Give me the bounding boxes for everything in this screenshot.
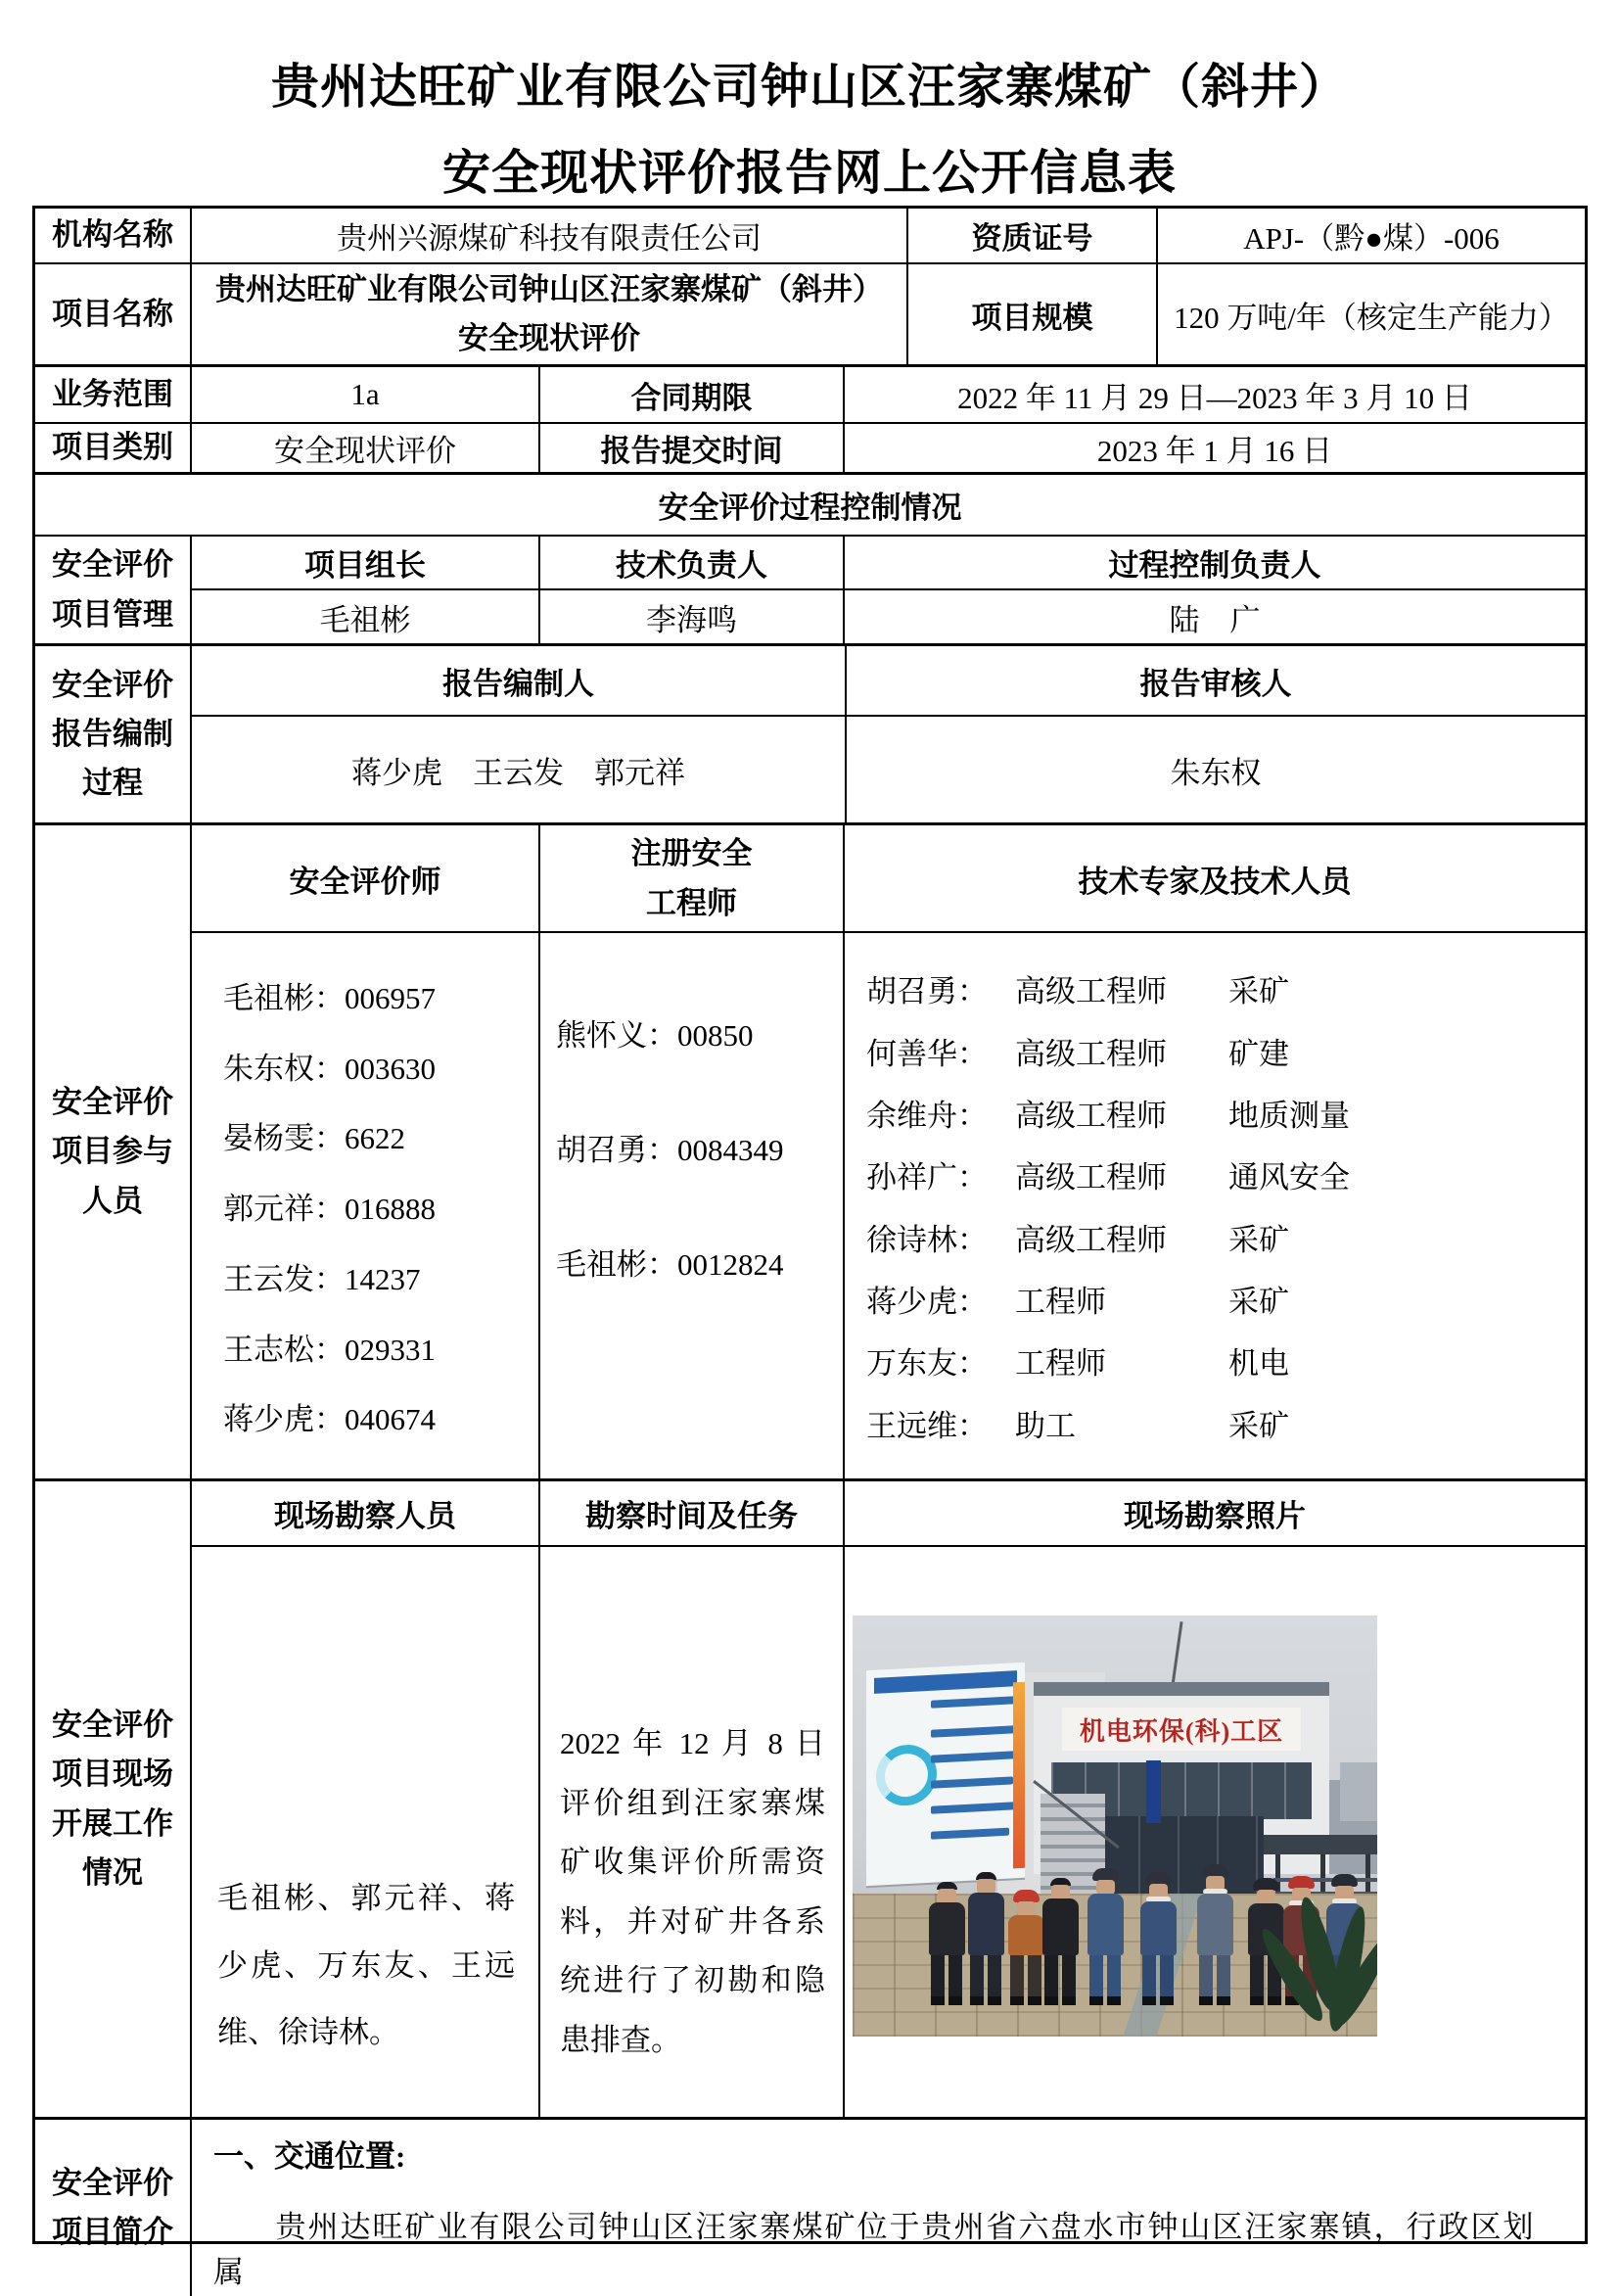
reviewer-value: 朱东权 [1170,755,1262,790]
photo-canopy-icon [1264,1835,1377,1854]
survey-personnel-text: 毛祖彬、郭元祥、蒋少虎、万东友、王远维、徐诗林。 [217,1881,515,2049]
expert-item: 蒋少虎： 工程师 采矿 [866,1284,1289,1319]
business-scope-value: 1a [192,367,540,422]
photo-person-figure [1193,1864,1236,2005]
expert-item: 何善华： 高级工程师 矿建 [866,1036,1289,1071]
scale-value: 120 万吨/年（核定生产能力） [1174,300,1569,335]
writer-value: 蒋少虎 王云发 郭元祥 [192,717,847,822]
expert-item: 余维舟： 高级工程师 地质测量 [866,1098,1350,1133]
evaluator-item: 王云发：14237 [223,1261,421,1296]
evaluator-list [192,933,540,1478]
photo-person-figure [964,1872,1007,2005]
expert-item: 万东友： 工程师 机电 [866,1346,1289,1382]
section-report-compilation [35,646,1585,825]
participants-label-line1: 安全评价 [52,1085,173,1120]
section-participants [35,825,1585,1481]
contract-period-value: 2022 年 11 月 29 日—2023 年 3 月 10 日 [957,380,1472,415]
evaluator-item: 蒋少虎：040674 [223,1402,436,1437]
site-work-header-row [192,1481,1585,1547]
site-work-label-line1: 安全评价 [52,1708,173,1743]
org-value: 贵州兴源煤矿科技有限责任公司 [192,209,908,262]
expert-item: 王远维： 助工 采矿 [866,1408,1289,1443]
process-header: 过程控制负责人 [1108,548,1321,583]
project-value [192,264,908,364]
evaluator-item: 晏杨雯：6622 [223,1121,405,1156]
process-control-title: 安全评价过程控制情况 [658,491,962,525]
photo-person-figure [1039,1878,1082,2005]
info-table [32,206,1588,2290]
engineer-header-line1: 注册安全 [630,835,753,870]
page-title-line2: 安全现状评价报告网上公开信息表 [441,146,1177,200]
intro-label-line1: 安全评价 [52,2165,173,2200]
survey-task-cell [540,1547,845,2117]
compilation-label-line2: 报告编制 [52,716,173,751]
evaluator-item: 王志松：029331 [223,1332,436,1367]
page-title-line1: 贵州达旺矿业有限公司钟山区汪家寨煤矿（斜井） [270,60,1348,114]
project-value-line1: 贵州达旺矿业有限公司钟山区汪家寨煤矿（斜井） [215,272,883,307]
photo-antenna-icon [1171,1621,1182,1686]
expert-item: 孙祥广： 高级工程师 通风安全 [866,1160,1350,1195]
photo-building-sign: 机电环保(科)工区 [1062,1708,1301,1751]
writer-header: 报告编制人 [192,646,847,715]
compilation-label-line1: 安全评价 [52,667,173,702]
intro-label [35,2120,192,2296]
process-value: 陆 广 [1169,602,1261,637]
engineer-item: 毛祖彬：0012824 [556,1247,784,1282]
compilation-value-row [192,717,1585,822]
contract-period-label: 合同期限 [540,367,845,422]
intro-label-line2: 项目简介 [52,2214,173,2249]
row-business-scope [35,367,1585,424]
tech-value: 李海鸣 [540,590,845,643]
photo-background-building2-icon [1340,1762,1377,1821]
site-work-label [35,1481,192,2117]
management-label-line2: 项目管理 [52,596,173,632]
survey-personnel-cell [192,1547,540,2117]
management-label [35,537,192,643]
intro-heading: 一、交通位置: [213,2139,406,2174]
engineer-list [540,933,845,1478]
scale-label: 项目规模 [908,264,1158,364]
cert-label: 资质证号 [908,209,1158,262]
engineer-item: 熊怀义：00850 [556,1018,754,1053]
engineer-header-line2: 工程师 [646,886,737,920]
engineer-header [540,825,845,931]
photo-person-figure [1084,1868,1127,2005]
row-process-control-banner [35,475,1585,537]
management-label-line1: 安全评价 [52,547,173,583]
compilation-header-row [192,646,1585,717]
evaluator-header: 安全评价师 [192,825,540,931]
photo-person-figure [925,1882,968,2005]
participants-label-line2: 项目参与 [52,1134,173,1169]
reviewer-header: 报告审核人 [1139,666,1292,701]
site-work-label-line3: 开展工作 [52,1805,173,1841]
participants-header-row [192,825,1585,933]
leader-value: 毛祖彬 [192,590,540,643]
report-submit-label: 报告提交时间 [540,424,845,472]
site-work-label-line4: 情况 [82,1854,143,1890]
site-work-subcolumn [192,1481,1585,2117]
project-category-value: 安全现状评价 [192,424,540,472]
participants-label-line3: 人员 [82,1183,143,1218]
survey-task-text: 2022 年 12 月 8 日评价组到汪家寨煤矿收集评价所需资料，并对矿井各系统进行了初勘和隐患排查。 [560,1726,825,2057]
survey-photo-cell [845,1547,1585,2117]
compilation-subcolumn [192,646,1585,822]
cert-value: APJ-（黔●煤）-006 [1243,221,1500,256]
intro-paragraph: 贵州达旺矿业有限公司钟山区汪家寨煤矿位于贵州省六盘水市钟山区汪家寨镇，行政区划属 [213,2209,1536,2290]
management-subcolumn [192,537,1585,643]
section-site-work [35,1481,1585,2120]
row-organization [35,209,1585,264]
org-label: 机构名称 [35,209,192,262]
leader-header: 项目组长 [192,537,540,588]
participants-subcolumn [192,825,1585,1478]
evaluator-item: 朱东权：003630 [223,1051,436,1086]
project-category-label: 项目类别 [35,424,192,472]
row-project-category [35,424,1585,475]
survey-photo-header: 现场勘察照片 [1124,1499,1306,1533]
photo-person-figure [1136,1872,1180,2005]
compilation-label-line3: 过程 [82,766,143,801]
business-scope-label: 业务范围 [35,367,192,422]
site-work-body-row [192,1547,1585,2117]
tech-header: 技术负责人 [540,537,845,588]
photo-blue-banner-icon [1146,1760,1161,1823]
participants-body-row [192,933,1585,1478]
management-value-row [192,590,1585,643]
expert-item: 胡召勇： 高级工程师 采矿 [866,974,1289,1009]
management-header-row [192,537,1585,590]
photo-billboard-logo-icon [876,1743,937,1806]
engineer-item: 胡召勇：0084349 [556,1133,784,1167]
compilation-label [35,646,192,822]
site-work-label-line2: 项目现场 [52,1757,173,1792]
section-project-management [35,537,1585,646]
evaluator-item: 毛祖彬：006957 [223,980,436,1015]
project-label: 项目名称 [35,264,192,364]
survey-personnel-header: 现场勘察人员 [192,1481,540,1545]
photo-plant-icon [1268,1896,1377,2037]
participants-label [35,825,192,1478]
expert-header: 技术专家及技术人员 [1078,864,1352,899]
intro-content [192,2120,1585,2296]
project-value-line2: 安全现状评价 [458,321,640,355]
expert-list [845,933,1585,1478]
survey-task-header: 勘察时间及任务 [540,1481,845,1545]
site-photo [853,1616,1377,2037]
section-project-intro [35,2120,1585,2296]
report-submit-value: 2023 年 1 月 16 日 [1096,434,1333,468]
evaluator-item: 郭元祥：016888 [223,1192,436,1226]
expert-item: 徐诗林： 高级工程师 采矿 [866,1222,1289,1257]
photo-billboard-icon [866,1663,1025,1886]
row-project-name [35,264,1585,367]
